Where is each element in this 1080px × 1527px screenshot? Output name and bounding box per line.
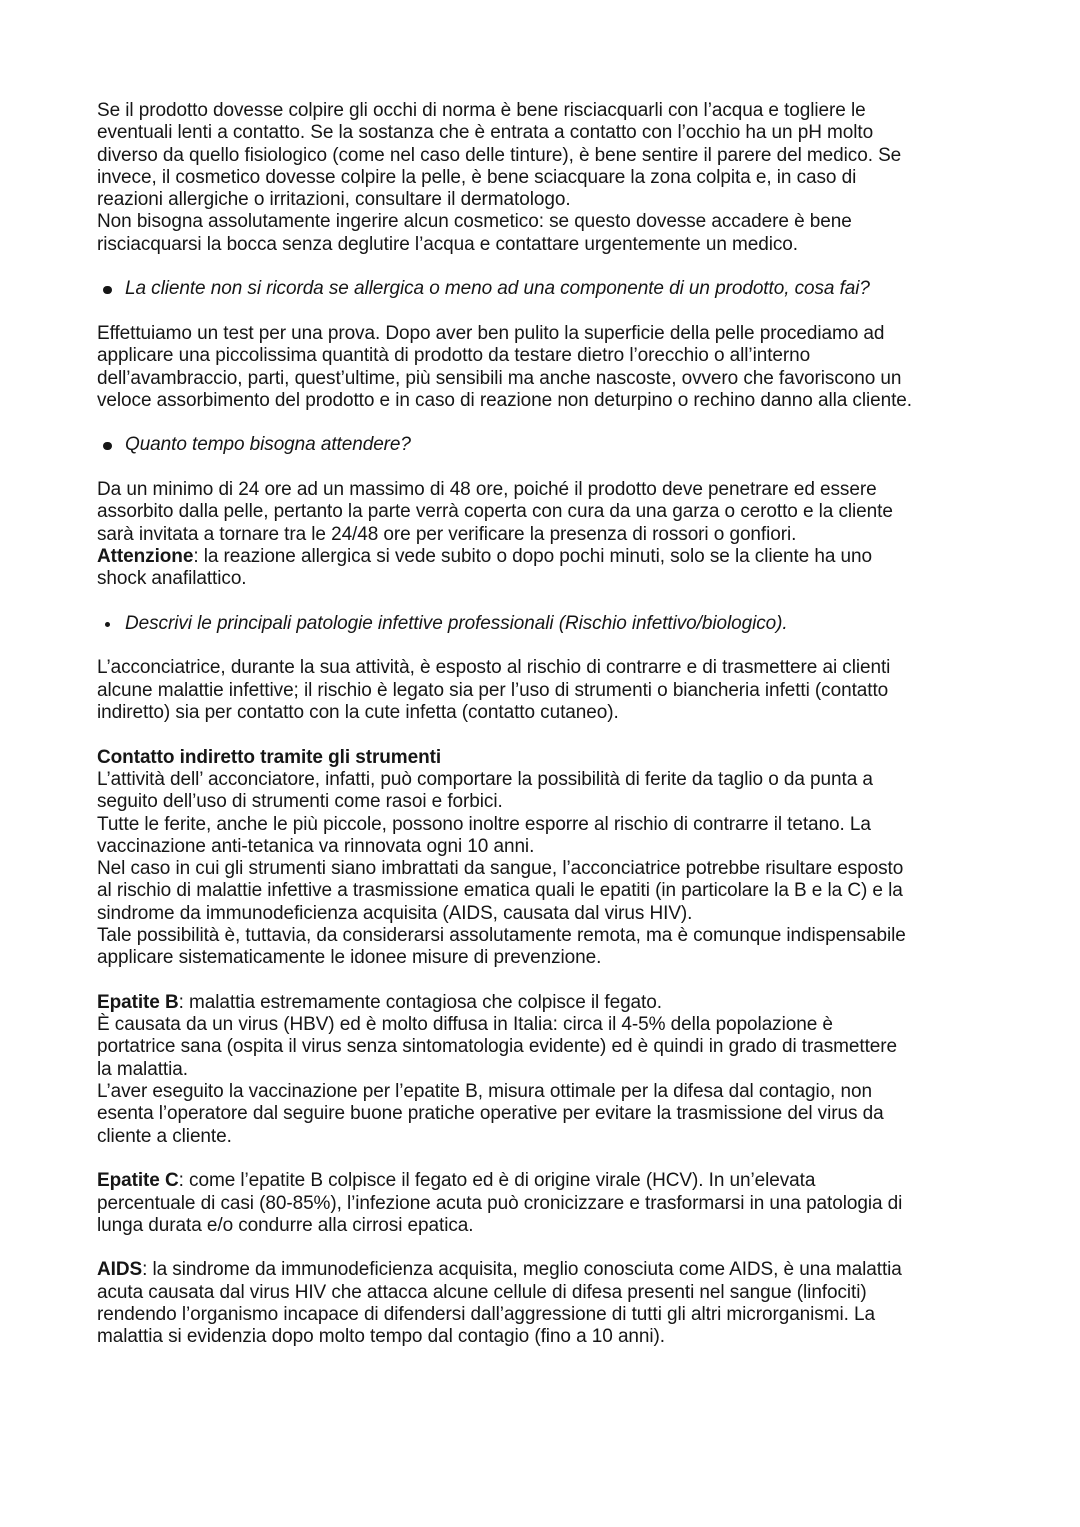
bullet-icon <box>103 442 112 451</box>
text-line <box>97 791 1000 813</box>
text-segment: sindrome da immunodeficienza acquisita (AIDS, causata dal virus HIV). <box>97 902 693 924</box>
text-segment: indiretto) sia per contatto con la cute infetta (contatto cutaneo). <box>97 702 619 724</box>
paragraph <box>97 100 1000 256</box>
text-segment: esenta l’operatore dal seguire buone pratiche operative per evitare la trasmissione del virus da <box>97 1103 884 1125</box>
text-segment: reazioni allergiche o irritazioni, consultare il dermatologo. <box>97 189 571 211</box>
text-segment: portatrice sana (ospita il virus senza sintomatologia evidente) ed è quindi in grado di trasmettere <box>97 1036 898 1058</box>
text-segment: acuta causata dal virus HIV che attacca alcune cellule di difesa presenti nel sangue (linfociti) <box>97 1281 867 1303</box>
bullet-item <box>97 434 1000 456</box>
text-line <box>97 747 1000 769</box>
text-line <box>97 100 1000 122</box>
text-line <box>97 1081 1000 1103</box>
text-segment: Da un minimo di 24 ore ad un massimo di 48 ore, poiché il prodotto deve penetrare ed essere <box>97 479 877 501</box>
text-segment: : come l’epatite B colpisce il fegato ed è di origine virale (HCV). In un’elevata <box>178 1170 816 1192</box>
text-line <box>97 1014 1000 1036</box>
text-line <box>97 858 1000 880</box>
text-segment: malattia si evidenzia dopo molto tempo dal contagio (fino a 10 anni). <box>97 1326 665 1348</box>
text-line <box>97 947 1000 969</box>
text-segment: lunga durata e/o condurre alla cirrosi epatica. <box>97 1214 474 1236</box>
text-line <box>97 836 1000 858</box>
text-segment: Se il prodotto dovesse colpire gli occhi di norma è bene risciacquarli con l’acqua e togliere le <box>97 100 866 121</box>
text-segment: eventuali lenti a contatto. Se la sostanza che è entrata a contatto con l’occhio ha un pH molto <box>97 122 874 144</box>
text-line <box>97 702 1000 724</box>
paragraph <box>97 479 1000 590</box>
text-line <box>97 680 1000 702</box>
text-segment: dell’avambraccio, parti, quest’ultime, più sensibili ma anche nascoste, ovvero che favoriscono un <box>97 367 902 389</box>
text-line <box>97 546 1000 568</box>
text-line <box>97 1326 1000 1348</box>
text-line <box>97 1282 1000 1304</box>
text-line <box>97 568 1000 590</box>
text-line <box>97 657 1000 679</box>
paragraph <box>97 992 1000 1148</box>
text-line <box>97 1036 1000 1058</box>
text-segment: rendendo l’organismo incapace di difendersi dall’aggressione di tutti gli altri microrganismi. La <box>97 1304 875 1326</box>
text-segment: Effettuiamo un test per una prova. Dopo aver ben pulito la superficie della pelle procediamo ad <box>97 322 885 344</box>
text-segment: al rischio di malattie infettive a trasmissione ematica quali le epatiti (in particolare la B e la C) e la <box>97 880 903 902</box>
text-segment: Nel caso in cui gli strumenti siano imbrattati da sangue, l’acconciatrice potrebbe risultare esposto <box>97 858 904 880</box>
text-segment: L’aver eseguito la vaccinazione per l’epatite B, misura ottimale per la difesa dal contagio, non <box>97 1081 872 1103</box>
text-segment: Tutte le ferite, anche le più piccole, possono inoltre esporre al rischio di contrarre il tetano. La <box>97 813 871 835</box>
text-segment: L’attività dell’ acconciatore, infatti, può comportare la possibilità di ferite da taglio o da punta a <box>97 768 873 790</box>
text-line <box>97 880 1000 902</box>
text-segment: Epatite B <box>97 991 179 1013</box>
bullet-question: Quanto tempo bisogna attendere? <box>125 434 411 456</box>
text-line <box>97 323 1000 345</box>
text-line <box>97 1103 1000 1125</box>
text-line <box>97 814 1000 836</box>
text-line <box>97 925 1000 947</box>
paragraph <box>97 657 1000 724</box>
text-line <box>97 1193 1000 1215</box>
paragraph <box>97 1170 1000 1237</box>
text-line <box>97 1215 1000 1237</box>
text-segment: Attenzione <box>97 545 194 567</box>
text-segment: : malattia estremamente contagiosa che colpisce il fegato. <box>178 991 662 1013</box>
text-segment: risciacquarsi la bocca senza deglutire l’acqua e contattare urgentemente un medico. <box>97 233 798 255</box>
text-segment: seguito dell’uso di strumenti come rasoi e forbici. <box>97 791 503 813</box>
text-line <box>97 145 1000 167</box>
text-line <box>97 234 1000 256</box>
bullet-icon <box>105 622 110 627</box>
text-line <box>97 167 1000 189</box>
text-segment: percentuale di casi (80-85%), l’infezione acuta può cronicizzare e trasformarsi in una patologia di <box>97 1192 903 1214</box>
text-line <box>97 390 1000 412</box>
bullet-question: Descrivi le principali patologie infettive professionali (Rischio infettivo/biologico). <box>125 612 788 634</box>
text-segment: vaccinazione anti-tetanica va rinnovata ogni 10 anni. <box>97 835 535 857</box>
text-line <box>97 1059 1000 1081</box>
text-line <box>97 345 1000 367</box>
text-segment: shock anafilattico. <box>97 568 247 590</box>
text-line <box>97 1170 1000 1192</box>
bullet-item <box>97 613 1000 635</box>
bullet-item <box>97 278 1000 300</box>
text-segment: cliente a cliente. <box>97 1125 232 1147</box>
text-segment: alcune malattie infettive; il rischio è legato sia per l’uso di strumenti o biancheria infetti (contatto <box>97 679 889 701</box>
text-segment: invece, il cosmetico dovesse colpire la pelle, è bene sciacquare la zona colpita e, in caso di <box>97 166 857 188</box>
text-segment: la malattia. <box>97 1058 188 1080</box>
bullet-icon <box>103 286 112 295</box>
text-line <box>97 769 1000 791</box>
text-segment: diverso da quello fisiologico (come nel caso delle tinture), è bene sentire il parere del medico. Se <box>97 144 902 166</box>
text-line <box>97 1304 1000 1326</box>
text-segment: Epatite C <box>97 1170 179 1192</box>
text-line <box>97 1126 1000 1148</box>
text-line <box>97 122 1000 144</box>
text-segment: : la sindrome da immunodeficienza acquisita, meglio conosciuta come AIDS, è una malattia <box>142 1259 902 1281</box>
text-segment: sarà invitata a tornare tra le 24/48 ore per verificare la presenza di rossori o gonfiori. <box>97 523 797 545</box>
text-segment: veloce assorbimento del prodotto e in caso di reazione non deturpino o rechino danno alla cliente. <box>97 389 912 411</box>
text-segment: È causata da un virus (HBV) ed è molto diffusa in Italia: circa il 4-5% della popolazione è <box>97 1014 833 1036</box>
text-line <box>97 479 1000 501</box>
text-line <box>97 368 1000 390</box>
text-segment: L’acconciatrice, durante la sua attività, è esposto al rischio di contrarre e di trasmettere ai clienti <box>97 657 891 679</box>
text-segment: AIDS <box>97 1259 143 1281</box>
text-segment: Non bisogna assolutamente ingerire alcun cosmetico: se questo dovesse accadere è bene <box>97 211 852 233</box>
text-line <box>97 211 1000 233</box>
text-line <box>97 1259 1000 1281</box>
text-line <box>97 189 1000 211</box>
text-segment: applicare una piccolissima quantità di prodotto da testare dietro l’orecchio o all’interno <box>97 345 811 367</box>
text-segment: applicare sistematicamente le idonee misure di prevenzione. <box>97 947 602 969</box>
text-segment: : la reazione allergica si vede subito o dopo pochi minuti, solo se la cliente ha uno <box>193 545 872 567</box>
bullet-question: La cliente non si ricorda se allergica o meno ad una componente di un prodotto, cosa fai? <box>125 278 870 300</box>
text-line <box>97 992 1000 1014</box>
text-segment: Contatto indiretto tramite gli strumenti <box>97 746 442 768</box>
text-segment: assorbito dalla pelle, pertanto la parte verrà coperta con cura da una garza o cerotto e la cliente <box>97 501 893 523</box>
paragraph <box>97 747 1000 970</box>
paragraph <box>97 323 1000 412</box>
paragraph <box>97 1259 1000 1348</box>
text-line <box>97 524 1000 546</box>
text-line <box>97 501 1000 523</box>
text-segment: Tale possibilità è, tuttavia, da considerarsi assolutamente remota, ma è comunque indispensabile <box>97 924 906 946</box>
text-line <box>97 903 1000 925</box>
